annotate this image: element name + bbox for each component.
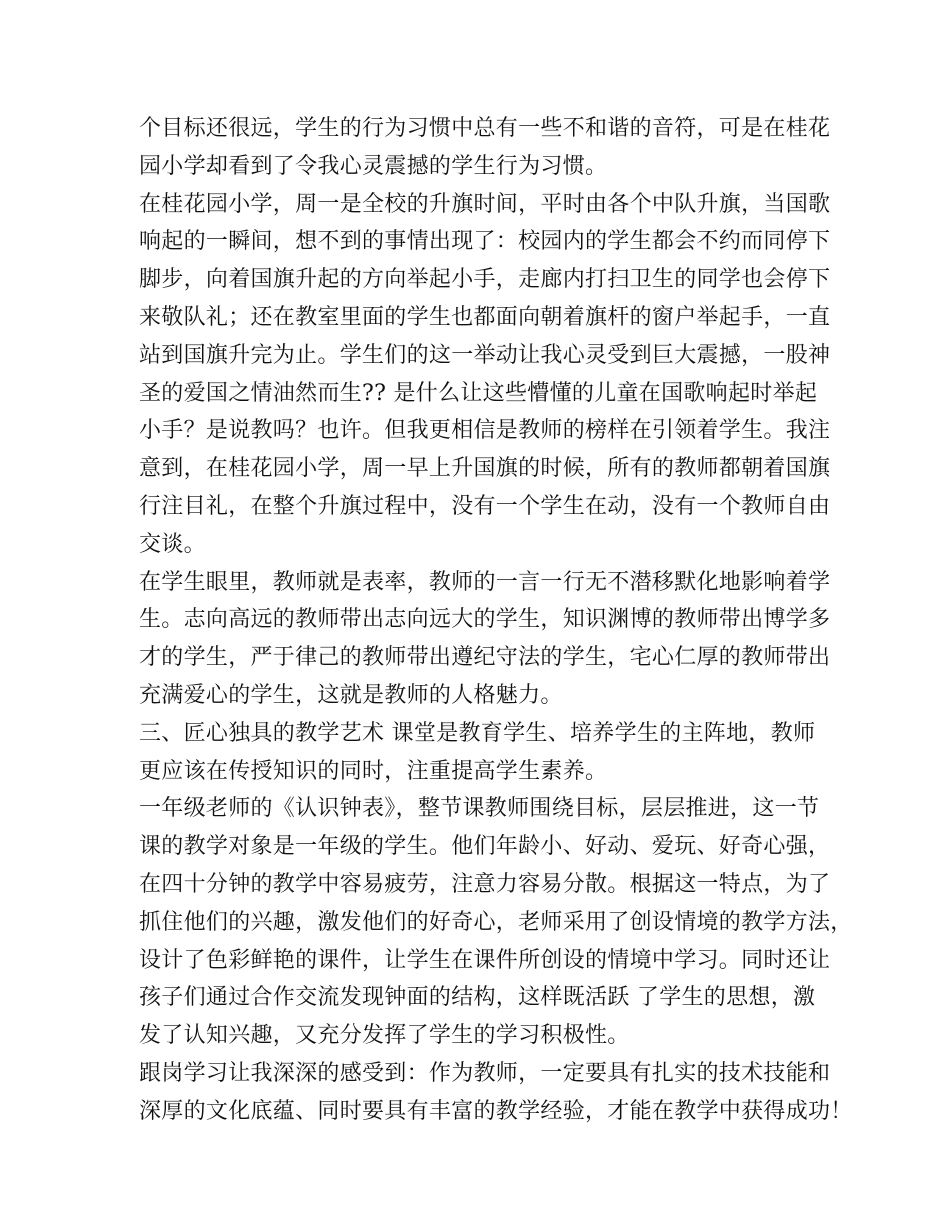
text-line: 孩子们通过合作交流发现钟面的结构，这样既活跃 了学生的思想，激 xyxy=(139,985,816,1011)
text-line: 在学生眼里，教师就是表率，教师的一言一行无不潜移默化地影响着学 xyxy=(139,569,831,595)
text-line: 跟岗学习让我深深的感受到：作为教师，一定要具有扎实的技术技能和 xyxy=(139,1060,831,1086)
text-line: 脚步，向着国旗升起的方向举起小手，走廊内打扫卫生的同学也会停下 xyxy=(139,267,831,293)
text-line: 充满爱心的学生，这就是教师的人格魅力。 xyxy=(139,682,563,708)
text-line: 在四十分钟的教学中容易疲劳，注意力容易分散。根据这一特点，为了 xyxy=(139,871,831,897)
text-line: 个目标还很远，学生的行为习惯中总有一些不和谐的音符，可是在桂花 xyxy=(139,116,831,141)
text-line: 圣的爱国之情油然而生?? 是什么让这些懵懂的儿童在国歌响起时举起 xyxy=(139,380,818,406)
text-line: 意到，在桂花园小学，周一早上升国旗的时候，所有的教师都朝着国旗 xyxy=(139,456,831,482)
text-line: 在桂花园小学，周一是全校的升旗时间，平时由各个中队升旗，当国歌 xyxy=(139,191,831,217)
text-line: 更应该在传授知识的同时，注重提高学生素养。 xyxy=(139,758,608,784)
text-line: 站到国旗升完为止。学生们的这一举动让我心灵受到巨大震撼，一股神 xyxy=(139,342,831,368)
text-line: 小手？是说教吗？也许。但我更相信是教师的榜样在引领着学生。我注 xyxy=(139,418,831,444)
text-line: 课的教学对象是一年级的学生。他们年龄小、好动、爱玩、好奇心强， xyxy=(139,834,831,860)
text-line: 响起的一瞬间，想不到的事情出现了：校园内的学生都会不约而同停下 xyxy=(139,229,831,255)
text-line: 行注目礼，在整个升旗过程中，没有一个学生在动，没有一个教师自由 xyxy=(139,493,831,519)
text-line: 交谈。 xyxy=(139,531,206,557)
text-line: 深厚的文化底蕴、同时要具有丰富的教学经验，才能在教学中获得成功！ xyxy=(139,1098,853,1124)
text-line: 才的学生，严于律己的教师带出遵纪守法的学生，宅心仁厚的教师带出 xyxy=(139,645,831,671)
text-line: 一年级老师的《认识钟表》，整节课教师围绕目标，层层推进，这一节 xyxy=(139,796,820,822)
text-line: 来敬队礼；还在教室里面的学生也都面向朝着旗杆的窗户举起手，一直 xyxy=(139,304,831,330)
text-line: 设计了色彩鲜艳的课件，让学生在课件所创设的情境中学习。同时还让 xyxy=(139,947,831,973)
text-line: 抓住他们的兴趣，激发他们的好奇心，老师采用了创设情境的教学方法， xyxy=(139,909,853,935)
text-line: 生。志向高远的教师带出志向远大的学生，知识渊博的教师带出博学多 xyxy=(139,607,831,633)
text-line: 三、匠心独具的教学艺术 课堂是教育学生、培养学生的主阵地，教师 xyxy=(139,720,816,746)
text-line: 园小学却看到了令我心灵震撼的学生行为习惯。 xyxy=(139,153,608,179)
text-line: 发了认知兴趣，又充分发挥了学生的学习积极性。 xyxy=(139,1023,630,1049)
body-text xyxy=(139,110,853,1131)
